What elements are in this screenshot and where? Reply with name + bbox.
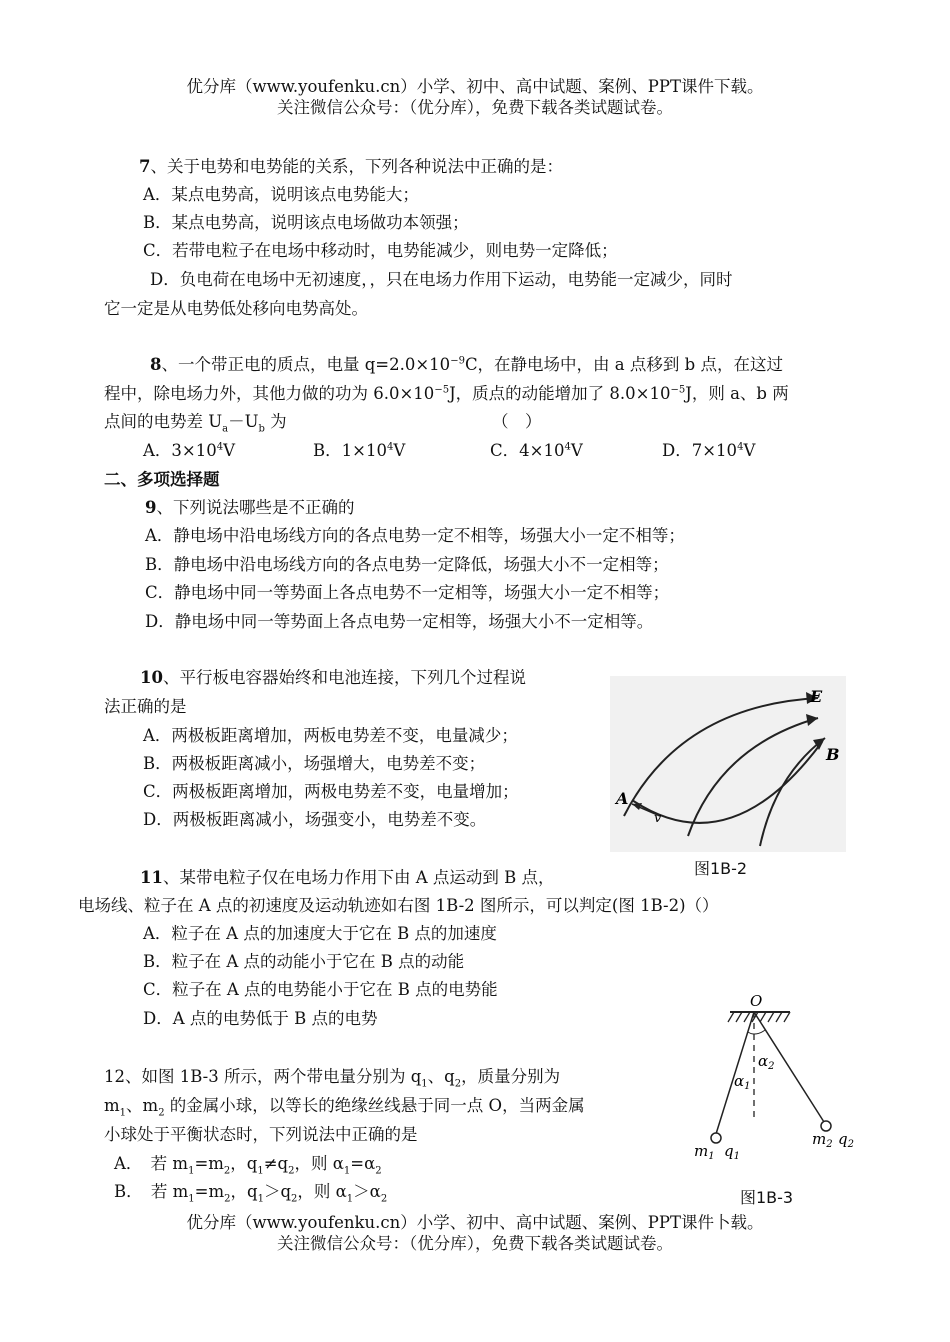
question-12-line-3: 小球处于平衡状态时，下列说法中正确的是 <box>104 1125 418 1144</box>
question-12-line-2: $m_1$、$m_2$ 的金属小球，以等长的绝缘丝线悬于同一点 O，当两金属 <box>104 1096 585 1119</box>
question-8-option-b: B．$1\times 10^4V$ <box>313 441 406 460</box>
angle-arc-1 <box>748 1032 754 1034</box>
question-8-line-1: 8、一个带正电的质点，电量 $q=2.0\times 10^{-9}C$，在静电场中，由 a 点移到 b 点，在这过 <box>150 355 783 374</box>
header-line-1: 优分库（www.youfenku.cn）小学、初中、高中试题、案例、PPT课件下载。 <box>186 77 764 96</box>
label-q2: $q_2$ <box>838 1130 854 1150</box>
question-10-option-b: B．两极板距离减小，场强增大，电势差不变； <box>143 754 486 773</box>
header-line-2: 关注微信公众号：（优分库），免费下载各类试题试卷。 <box>277 98 673 117</box>
question-8-option-a: A．$3\times 10^4V$ <box>143 441 236 460</box>
question-11-option-a: A．粒子在 A 点的加速度大于它在 B 点的加速度 <box>143 924 497 943</box>
question-8-option-c: C．$4\times 10^4V$ <box>490 441 583 460</box>
question-10-option-d: D．两极板距离减小，场强变小，电势差不变。 <box>143 810 487 829</box>
question-8-line-2: 程中，除电场力外，其他力做的功为 $6.0\times 10^{-5}J$，质点的动能增加了 $8.0\times 10^{-5}J$，则 a、b 两 <box>104 384 789 403</box>
question-8-line-3: 点间的电势差 $U_a-U_b$ 为 <box>104 412 287 435</box>
figure-1b-2-caption: 图1B-2 <box>694 859 748 878</box>
label-v: v <box>654 811 662 826</box>
question-9-option-b: B．静电场中沿电场线方向的各点电势一定降低，场强大小不一定相等； <box>145 555 669 574</box>
question-11-option-c: C．粒子在 A 点的电势能小于它在 B 点的电势能 <box>143 980 498 999</box>
question-7-option-c: C．若带电粒子在电场中移动时，电势能减少，则电势一定降低； <box>143 241 618 260</box>
label-q1: $q_1$ <box>724 1142 740 1162</box>
question-11-stem-line-1: 11、某带电粒子仅在电场力作用下由 A 点运动到 B 点， <box>140 868 555 887</box>
question-10-option-c: C．两极板距离增加，两极电势差不变，电量增加； <box>143 782 519 801</box>
angle-arc-2 <box>754 1030 765 1034</box>
label-o: O <box>750 992 763 1010</box>
question-7-stem: 7、关于电势和电势能的关系，下列各种说法中正确的是： <box>139 157 563 176</box>
question-7-option-d-line-1: D．负电荷在电场中无初速度，，只在电场力作用下运动，电势能一定减少，同时 <box>150 270 733 289</box>
label-alpha-1: $\alpha_1$ <box>734 1072 751 1092</box>
question-7-option-b: B．某点电势高，说明该点电场做功本领强； <box>143 213 469 232</box>
label-b: B <box>826 745 840 764</box>
label-alpha-2: $\alpha_2$ <box>758 1052 775 1072</box>
figure-1b-2-field-lines <box>610 676 846 852</box>
footer-line-2: 关注微信公众号：（优分库），免费下载各类试题试卷。 <box>277 1234 673 1253</box>
section-heading-multiple-choice: 二、多项选择题 <box>104 470 220 489</box>
ball-1 <box>711 1133 721 1143</box>
figure-1b-3-pendulums <box>690 990 865 1162</box>
question-12-option-a: A． 若 $m_1=m_2$，$q_1\ne q_2$，则 $\alpha_1=\alpha_2$ <box>114 1154 382 1177</box>
label-m1: $m_1$ <box>694 1142 715 1162</box>
question-7-option-a: A．某点电势高，说明该点电势能大； <box>143 185 419 204</box>
question-10-option-a: A．两极板距离增加，两板电势差不变，电量减少； <box>143 726 518 745</box>
question-11-option-b: B．粒子在 A 点的动能小于它在 B 点的动能 <box>143 952 465 971</box>
label-e: E <box>810 687 823 706</box>
question-10-stem-line-2: 法正确的是 <box>104 697 187 716</box>
question-11-stem-line-2: 电场线、粒子在 A 点的初速度及运动轨迹如右图 1B-2 图所示，可以判定(图 1B-2)（） <box>78 896 719 915</box>
question-9-option-c: C．静电场中同一等势面上各点电势不一定相等，场强大小一定不相等； <box>145 583 670 602</box>
question-10-stem-line-1: 10、平行板电容器始终和电池连接，下列几个过程说 <box>140 668 526 687</box>
question-12-option-b: B． 若 $m_1=m_2$，$q_1>q_2$，则 $\alpha_1>\alpha_2$ <box>114 1182 388 1205</box>
figure-1b-3-caption: 图1B-3 <box>740 1188 794 1207</box>
footer-line-1: 优分库（www.youfenku.cn）小学、初中、高中试题、案例、PPT课件卜载。 <box>186 1213 764 1232</box>
label-m2: $m_2$ <box>812 1130 833 1150</box>
label-a: A <box>616 789 629 808</box>
question-9-option-a: A．静电场中沿电场线方向的各点电势一定不相等，场强大小一定不相等； <box>145 526 685 545</box>
question-8-answer-paren: （ ） <box>492 412 542 431</box>
question-9-option-d: D．静电场中同一等势面上各点电势一定相等，场强大小不一定相等。 <box>145 612 654 631</box>
question-12-line-1: 12、如图 1B-3 所示，两个带电量分别为 $q_1$、$q_2$，质量分别为 <box>104 1067 561 1090</box>
question-11-option-d: D．A 点的电势低于 B 点的电势 <box>143 1009 378 1028</box>
question-7-option-d-line-2: 它一定是从电势低处移向电势高处。 <box>104 299 368 318</box>
question-8-option-d: D．$7\times 10^4V$ <box>662 441 756 460</box>
question-9-stem: 9、下列说法哪些是不正确的 <box>145 498 355 517</box>
